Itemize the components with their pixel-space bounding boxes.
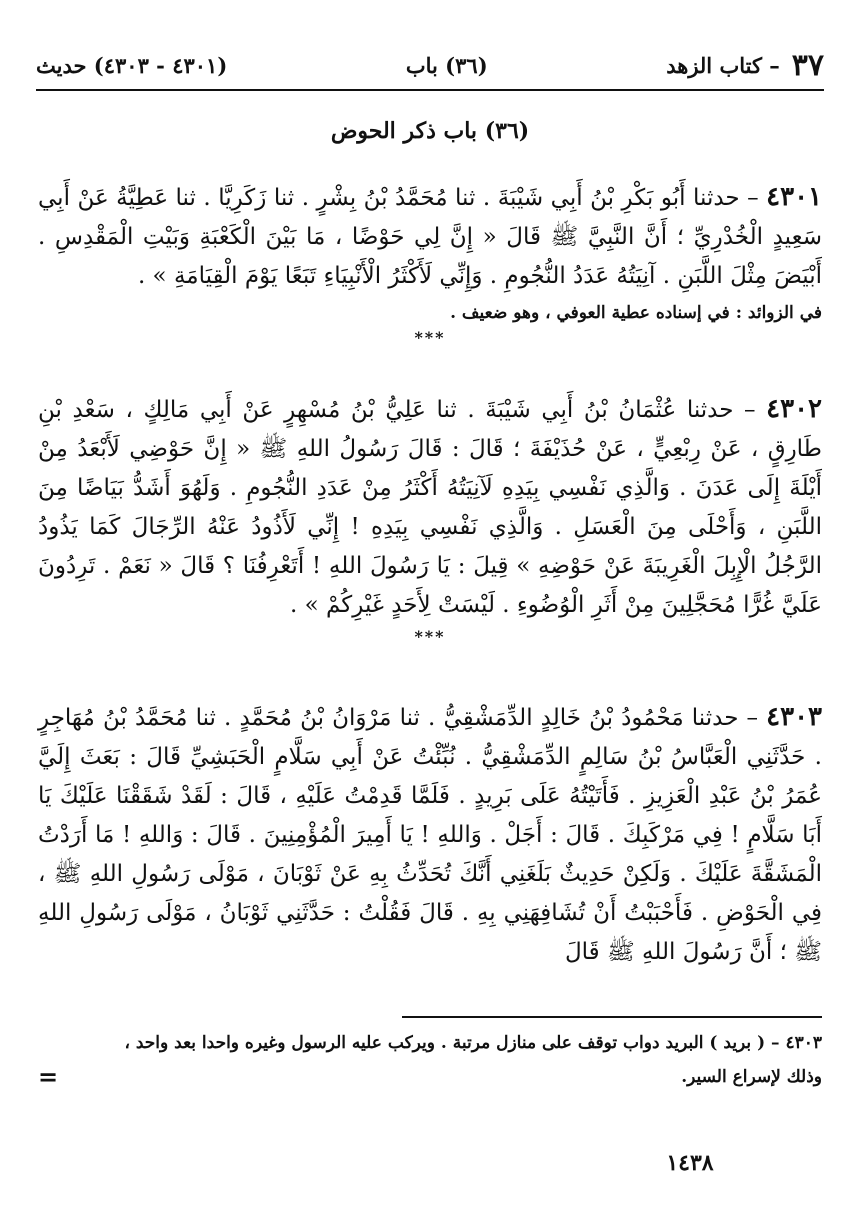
hadith-section-4303	[38, 698, 822, 972]
hadith-number: ٤٣٠٣	[766, 702, 823, 732]
header-right	[666, 48, 824, 83]
continuation-mark: =	[38, 1062, 59, 1091]
hadith-4301	[38, 178, 822, 296]
footnote-rule	[402, 1016, 822, 1018]
chapter-title: (٣٦) باب ذكر الحوض	[330, 118, 530, 144]
header-chapter: (٣٦) باب	[405, 52, 488, 78]
hadith-number: ٤٣٠١	[766, 182, 822, 212]
hadith-section-4301	[38, 178, 822, 352]
hadith-text: – حدثنا عُثْمَانُ بْنُ أَبِي شَيْبَةَ . ثنا عَلِيُّ بْنُ مُسْهِرٍ عَنْ أَبِي مَالِكٍ ، سَعْدِ بْنِ طَارِقٍ ، عَنْ رِبْعِيٍّ ، عَنْ حُذَيْفَةَ ؛ قَالَ : قَالَ رَسُولُ اللهِ ﷺ « إِنَّ حَوْضِي لَأَبْعَدُ مِنْ أَيْلَةَ إِلَى عَدَنَ . وَالَّذِي نَفْسِي بِيَدِهِ لَآنِيَتُهُ أَكْثَرُ مِنْ عَدَدِ النُّجُومِ . وَلَهُوَ أَشَدُّ بَيَاضًا مِنَ اللَّبَنِ ، وَأَحْلَى مِنَ الْعَسَلِ . وَالَّذِي نَفْسِي بِيَدِهِ ! إِنِّي لَأَذُودُ عَنْهُ الرِّجَالَ كَمَا يَذُودُ الرَّجُلُ الْإِبِلَ الْغَرِيبَةَ عَنْ حَوْضِهِ » قِيلَ : يَا رَسُولَ اللهِ ! أَتَعْرِفُنَا ؟ قَالَ « نَعَمْ . تَرِدُونَ عَلَيَّ غُرًّا مُحَجَّلِينَ مِنْ أَثَرِ الْوُضُوءِ . لَيْسَتْ لِأَحَدٍ غَيْرِكُمْ » .	[38, 397, 822, 618]
zawaid-note: في الزوائد : في إسناده عطية العوفي ، وهو ضعيف .	[450, 303, 822, 323]
separator-stars: ***	[414, 328, 446, 347]
hadith-number: ٤٣٠٢	[766, 394, 823, 424]
header-rule	[36, 89, 824, 91]
running-header	[36, 44, 824, 86]
hadith-4303	[38, 698, 822, 972]
footnote-line-2: وذلك لإسراع السير.	[681, 1067, 822, 1087]
header-book-title: – كتاب الزهد	[666, 52, 780, 78]
hadith-section-4302	[38, 390, 822, 651]
hadith-text: – حدثنا مَحْمُودُ بْنُ خَالِدٍ الدِّمَشْقِيُّ . ثنا مَرْوَانُ بْنُ مُحَمَّدٍ . ثنا مُحَمَّدُ بْنُ مُهَاجِرٍ . حَدَّثَنِي الْعَبَّاسُ بْنُ سَالِمٍ الدِّمَشْقِيُّ . نُبِّئْتُ عَنْ أَبِي سَلَّامٍ الْحَبَشِيِّ قَالَ : بَعَثَ إِلَيَّ عُمَرُ بْنُ عَبْدِ الْعَزِيزِ . فَأَتَيْتُهُ عَلَى بَرِيدٍ . فَلَمَّا قَدِمْتُ عَلَيْهِ ، قَالَ : لَقَدْ شَقَقْنَا عَلَيْكَ يَا أَبَا سَلَّامٍ ! فِي مَرْكَبِكَ . قَالَ : أَجَلْ . وَاللهِ ! يَا أَمِيرَ الْمُؤْمِنِينَ . قَالَ : وَاللهِ ! مَا أَرَدْتُ الْمَشَقَّةَ عَلَيْكَ . وَلَكِنْ حَدِيثٌ بَلَغَنِي أَنَّكَ تُحَدِّثُ بِهِ عَنْ ثَوْبَانَ ، مَوْلَى رَسُولِ اللهِ ﷺ ، فِي الْحَوْضِ . فَأَحْبَبْتُ أَنْ تُشَافِهَنِي بِهِ . قَالَ فَقُلْتُ : حَدَّثَنِي ثَوْبَانُ ، مَوْلَى رَسُولِ اللهِ ﷺ ؛ أَنَّ رَسُولَ اللهِ ﷺ قَالَ	[38, 705, 822, 965]
header-hadith-range: (٤٣٠١ - ٤٣٠٣) حديث	[36, 52, 228, 78]
hadith-text: – حدثنا أَبُو بَكْرِ بْنُ أَبِي شَيْبَةَ . ثنا مُحَمَّدُ بْنُ بِشْرٍ . ثنا زَكَرِيَّا . ثنا عَطِيَّةُ عَنْ أَبِي سَعِيدٍ الْخُدْرِيِّ ؛ أَنَّ النَّبِيَّ ﷺ قَالَ « إِنَّ لِي حَوْضًا ، مَا بَيْنَ الْكَعْبَةِ وَبَيْتِ الْمَقْدِسِ . أَبْيَضَ مِثْلَ اللَّبَنِ . آنِيَتُهُ عَدَدُ النُّجُومِ . وَإِنِّي لَأَكْثَرُ الْأَنْبِيَاءِ تَبَعًا يَوْمَ الْقِيَامَةِ » .	[38, 185, 822, 289]
hadith-4302	[38, 390, 822, 625]
header-page-number: ٣٧	[791, 47, 824, 83]
footnote	[38, 1026, 822, 1094]
page-number: ١٤٣٨	[666, 1150, 714, 1176]
separator-stars: ***	[414, 627, 446, 646]
footnote-line-1: ٤٣٠٣ – ( بريد ) البريد دواب توقف على منازل مرتبة . ويركب عليه الرسول وغيره واحدا بعد واحد ،	[124, 1033, 822, 1053]
